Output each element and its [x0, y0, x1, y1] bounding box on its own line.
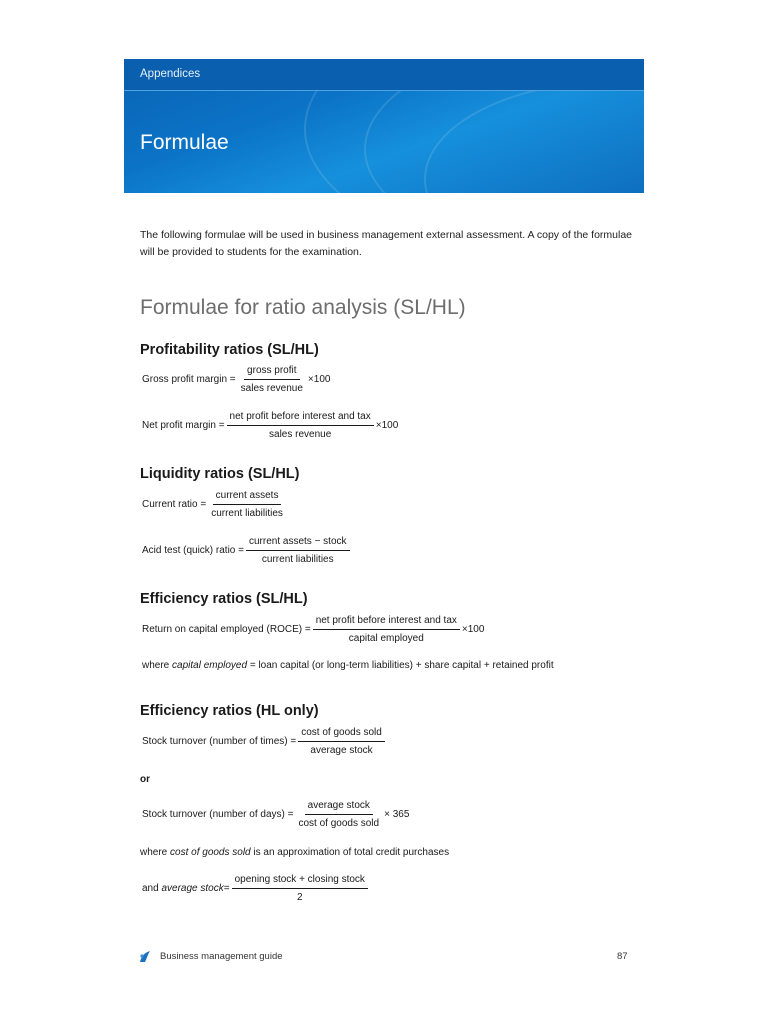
defined-term: average stock	[161, 883, 224, 894]
current-ratio-formula	[142, 489, 288, 520]
fraction	[238, 364, 306, 395]
formula-label: Gross profit margin =	[142, 374, 236, 385]
formula-label: Acid test (quick) ratio =	[142, 545, 244, 556]
fraction	[227, 410, 374, 441]
and-prefix: and	[142, 883, 159, 894]
header-banner	[124, 59, 644, 193]
numerator: opening stock + closing stock	[232, 873, 368, 889]
roce-formula	[142, 614, 484, 645]
numerator: current assets − stock	[246, 535, 350, 551]
or-label: or	[140, 774, 150, 785]
where-prefix: where	[142, 660, 173, 671]
numerator: average stock	[305, 799, 373, 815]
efficiency-sl-heading: Efficiency ratios (SL/HL)	[140, 591, 308, 607]
definition-text: = loan capital (or long-term liabilities) + share capital + retained profit	[247, 660, 554, 671]
numerator: current assets	[213, 489, 282, 505]
capital-employed-definition	[142, 660, 554, 671]
footer-guide-title: Business management guide	[160, 951, 283, 962]
formula-label: Current ratio =	[142, 499, 207, 510]
page-title: Formulae	[140, 131, 229, 154]
cost-of-goods-definition	[140, 847, 449, 858]
denominator: 2	[296, 892, 303, 903]
equals-sign: =	[223, 883, 230, 894]
fraction	[298, 726, 385, 757]
banner-top-strip	[124, 59, 644, 91]
stock-turnover-times-formula	[142, 726, 387, 757]
defined-term: cost of goods sold	[170, 847, 251, 858]
denominator: current liabilities	[211, 508, 283, 519]
section-label: Appendices	[140, 68, 201, 80]
formula-suffix: × 365	[384, 809, 410, 820]
page-number: 87	[617, 951, 628, 962]
formula-label: Net profit margin =	[142, 420, 225, 431]
fraction	[246, 535, 350, 566]
denominator: current liabilities	[261, 554, 334, 565]
main-heading: Formulae for ratio analysis (SL/HL)	[140, 296, 466, 319]
acid-test-formula	[142, 535, 352, 566]
fraction	[313, 614, 460, 645]
liquidity-heading: Liquidity ratios (SL/HL)	[140, 466, 300, 482]
fraction	[295, 799, 382, 830]
denominator: capital employed	[348, 633, 424, 644]
denominator: sales revenue	[269, 429, 332, 440]
formula-suffix: ×100	[461, 624, 485, 635]
denominator: sales revenue	[240, 383, 303, 394]
formula-label: Stock turnover (number of times) =	[142, 736, 297, 747]
numerator: gross profit	[244, 364, 299, 380]
fraction	[208, 489, 286, 520]
profitability-heading: Profitability ratios (SL/HL)	[140, 342, 319, 358]
denominator: average stock	[310, 745, 373, 756]
numerator: net profit before interest and tax	[313, 614, 460, 630]
ib-logo-icon	[138, 950, 152, 964]
defined-term: capital employed	[172, 660, 248, 671]
efficiency-hl-heading: Efficiency ratios (HL only)	[140, 703, 319, 719]
denominator: cost of goods sold	[298, 818, 380, 829]
net-profit-formula	[142, 410, 398, 441]
intro-paragraph: The following formulae will be used in business management external assessment. A copy of the formulae will be provided to students for the examination.	[140, 229, 633, 258]
formula-suffix: ×100	[307, 374, 331, 385]
numerator: net profit before interest and tax	[227, 410, 374, 426]
where-prefix: where	[140, 847, 171, 858]
fraction	[232, 873, 368, 904]
formula-suffix: ×100	[375, 420, 399, 431]
numerator: cost of goods sold	[298, 726, 385, 742]
stock-turnover-days-formula	[142, 799, 409, 830]
formula-label: Stock turnover (number of days) =	[142, 809, 294, 820]
formula-label: Return on capital employed (ROCE) =	[142, 624, 311, 635]
average-stock-formula	[142, 873, 370, 904]
gross-profit-formula	[142, 364, 330, 395]
definition-text: is an approximation of total credit purchases	[250, 847, 450, 858]
